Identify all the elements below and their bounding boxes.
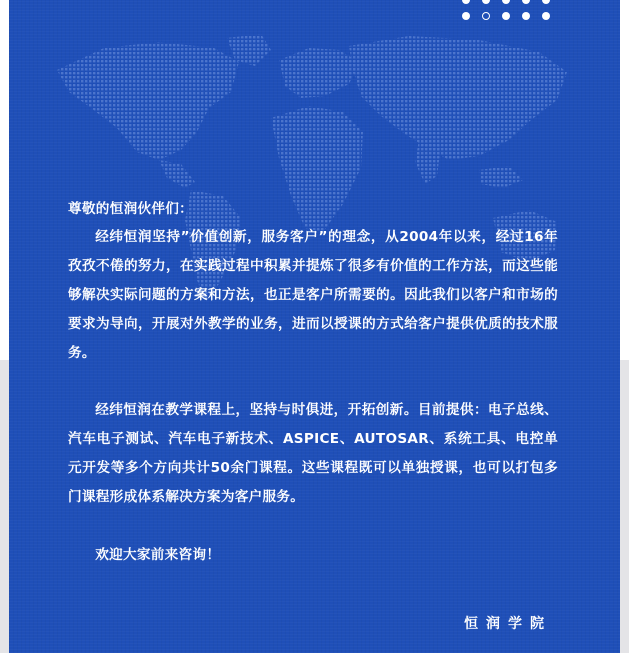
dot — [462, 0, 470, 4]
letter-greeting: 尊敬的恒润伙伴们： — [68, 201, 194, 217]
dot — [522, 0, 530, 4]
dot — [522, 12, 530, 20]
letter-signature: 恒润学院 — [464, 616, 552, 632]
dot — [502, 12, 510, 20]
letter-paragraph-1: 经纬恒润坚持”价值创新，服务客户”的理念，从2004年以来，经过16年孜孜不倦的努力，在实践过程中积累并提炼了很多有价值的工作方法，而这些能够解决实际问题的方案和方法，也正是客户所需要的。因此我们以客户和市场的要求为导向，开展对外教学的业务，进而以授课的方式给客户提供优质的技术服务。 — [68, 229, 558, 361]
letter-card — [9, 0, 620, 653]
dot — [542, 12, 550, 20]
letter-closing: 欢迎大家前来咨询！ — [95, 547, 221, 563]
pagination-dots — [462, 12, 550, 20]
dot — [482, 0, 490, 4]
letter-paragraph-2: 经纬恒润在教学课程上，坚持与时俱进，开拓创新。目前提供：电子总线、汽车电子测试、汽车电子新技术、ASPICE、AUTOSAR、系统工具、电控单元开发等多个方向共计50余门课程。这些课程既可以单独授课，也可以打包多门课程形成体系解决方案为客户服务。 — [68, 402, 558, 505]
dot — [502, 0, 510, 4]
dot-ring — [482, 12, 490, 20]
dot — [462, 12, 470, 20]
dot — [542, 0, 550, 4]
pagination-dots-top — [462, 0, 550, 4]
